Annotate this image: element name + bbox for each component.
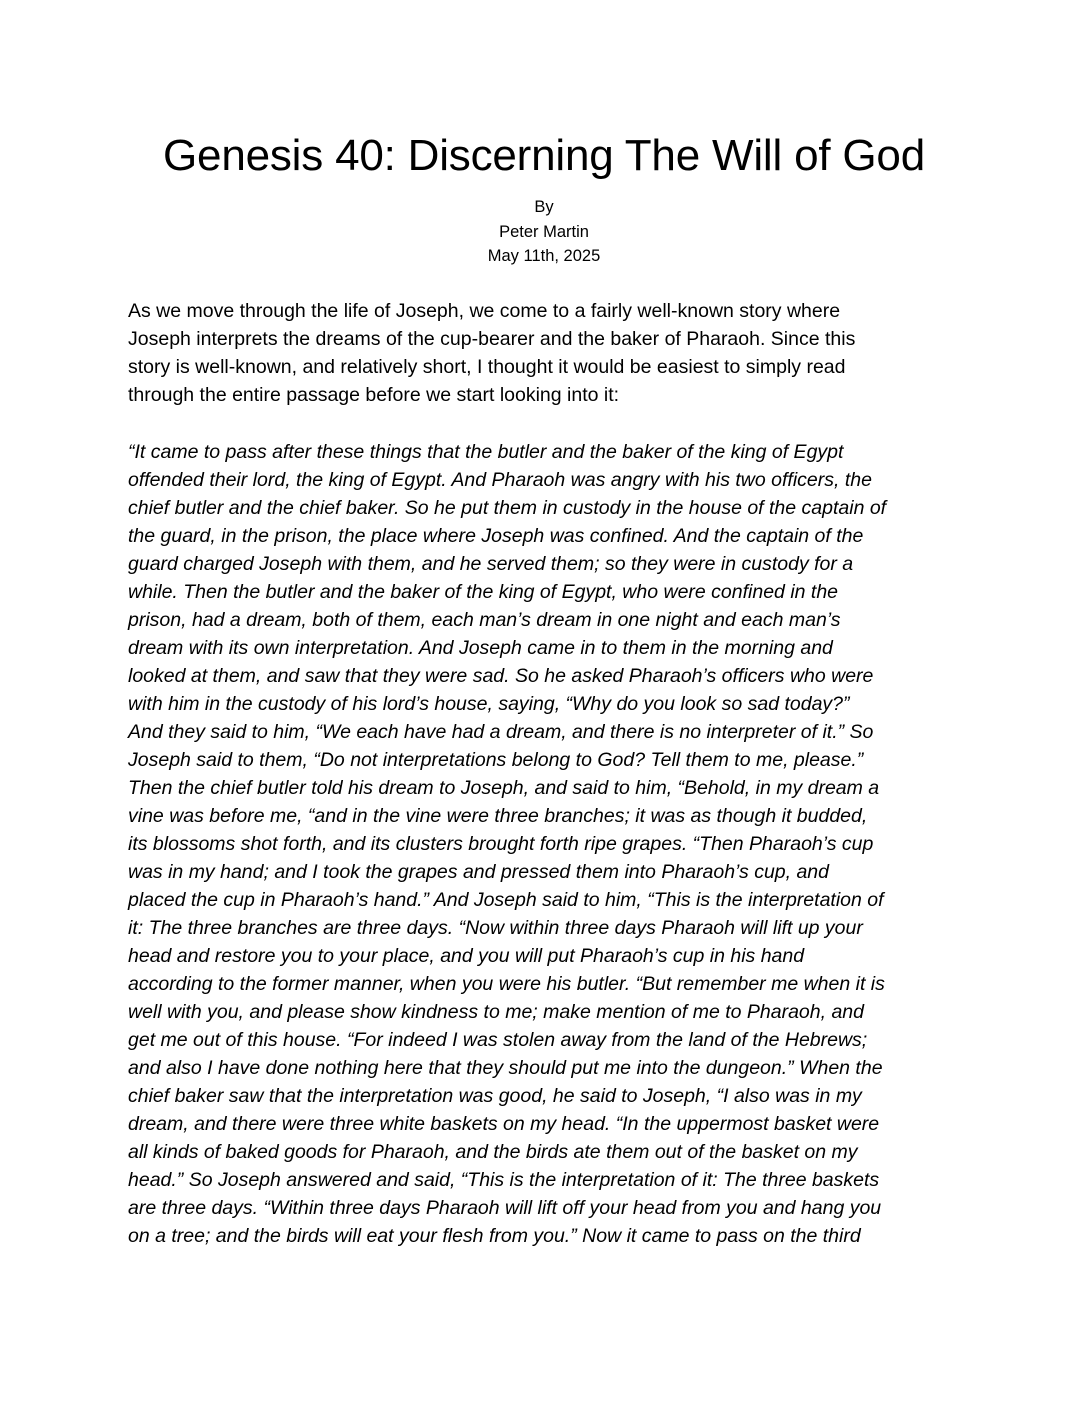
text-line: guard charged Joseph with them, and he served them; so they were in custody for a: [128, 553, 854, 575]
text-line: and also I have done nothing here that they should put me into the dungeon.” When the: [128, 1057, 883, 1079]
text-line: while. Then the butler and the baker of the king of Egypt, who were confined in the: [128, 581, 839, 603]
text-line: the guard, in the prison, the place where Joseph was confined. And the captain of the: [128, 525, 864, 547]
text-line: well with you, and please show kindness to me; make mention of me to Pharaoh, and: [128, 1001, 864, 1023]
text-line: As we move through the life of Joseph, we come to a fairly well-known story where: [128, 300, 841, 322]
publish-date: May 11th, 2025: [487, 247, 601, 265]
text-line: head and restore you to your place, and you will put Pharaoh’s cup in his hand: [128, 945, 805, 967]
text-line: with him in the custody of his lord’s house, saying, “Why do you look so sad today?”: [128, 693, 850, 715]
text-line: through the entire passage before we start looking into it:: [128, 384, 620, 406]
intro-paragraph: [128, 297, 988, 409]
text-line: Joseph said to them, “Do not interpretations belong to God? Tell them to me, please.”: [128, 749, 864, 771]
text-line: its blossoms shot forth, and its clusters brought forth ripe grapes. “Then Pharaoh’s cup: [128, 833, 874, 855]
byline: [0, 195, 1088, 269]
document-title: Genesis 40: Discerning The Will of God: [163, 131, 925, 180]
text-line: head.” So Joseph answered and said, “This is the interpretation of it: The three baskets: [128, 1169, 880, 1191]
text-line: And they said to him, “We each have had a dream, and there is no interpreter of it.” So: [128, 721, 874, 743]
text-line: get me out of this house. “For indeed I was stolen away from the land of the Hebrews;: [128, 1029, 868, 1051]
text-line: offended their lord, the king of Egypt. And Pharaoh was angry with his two officers, the: [128, 469, 872, 491]
text-line: according to the former manner, when you were his butler. “But remember me when it is: [128, 973, 885, 995]
text-line: placed the cup in Pharaoh’s hand.” And Joseph said to him, “This is the interpretation of: [128, 889, 884, 911]
text-line: Then the chief butler told his dream to Joseph, and said to him, “Behold, in my dream a: [128, 777, 880, 799]
byline-by-label: By: [534, 198, 554, 216]
scripture-quote-paragraph: [128, 438, 988, 1250]
text-line: dream with its own interpretation. And Joseph came in to them in the morning and: [128, 637, 833, 659]
text-line: prison, had a dream, both of them, each man’s dream in one night and each man’s: [128, 609, 841, 631]
author-name: Peter Martin: [499, 222, 589, 241]
text-line: all kinds of baked goods for Pharaoh, and the birds ate them out of the basket on my: [128, 1141, 858, 1163]
text-line: chief butler and the chief baker. So he put them in custody in the house of the captain of: [128, 497, 887, 519]
text-line: dream, and there were three white baskets on my head. “In the uppermost basket were: [128, 1113, 880, 1135]
text-line: chief baker saw that the interpretation was good, he said to Joseph, “I also was in my: [128, 1085, 862, 1107]
text-line: are three days. “Within three days Pharaoh will lift off your head from you and hang you: [128, 1197, 882, 1219]
text-line: looked at them, and saw that they were sad. So he asked Pharaoh’s officers who were: [128, 665, 874, 687]
text-line: vine was before me, “and in the vine were three branches; it was as though it budded,: [128, 805, 868, 827]
text-line: Joseph interprets the dreams of the cup-bearer and the baker of Pharaoh. Since this: [128, 328, 856, 350]
text-line: “It came to pass after these things that the butler and the baker of the king of Egypt: [128, 441, 844, 463]
text-line: on a tree; and the birds will eat your flesh from you.” Now it came to pass on the third: [128, 1225, 861, 1247]
text-line: was in my hand; and I took the grapes and pressed them into Pharaoh’s cup, and: [128, 861, 830, 883]
text-line: story is well-known, and relatively short, I thought it would be easiest to simply read: [128, 356, 846, 378]
text-line: it: The three branches are three days. “Now within three days Pharaoh will lift up your: [128, 917, 863, 939]
